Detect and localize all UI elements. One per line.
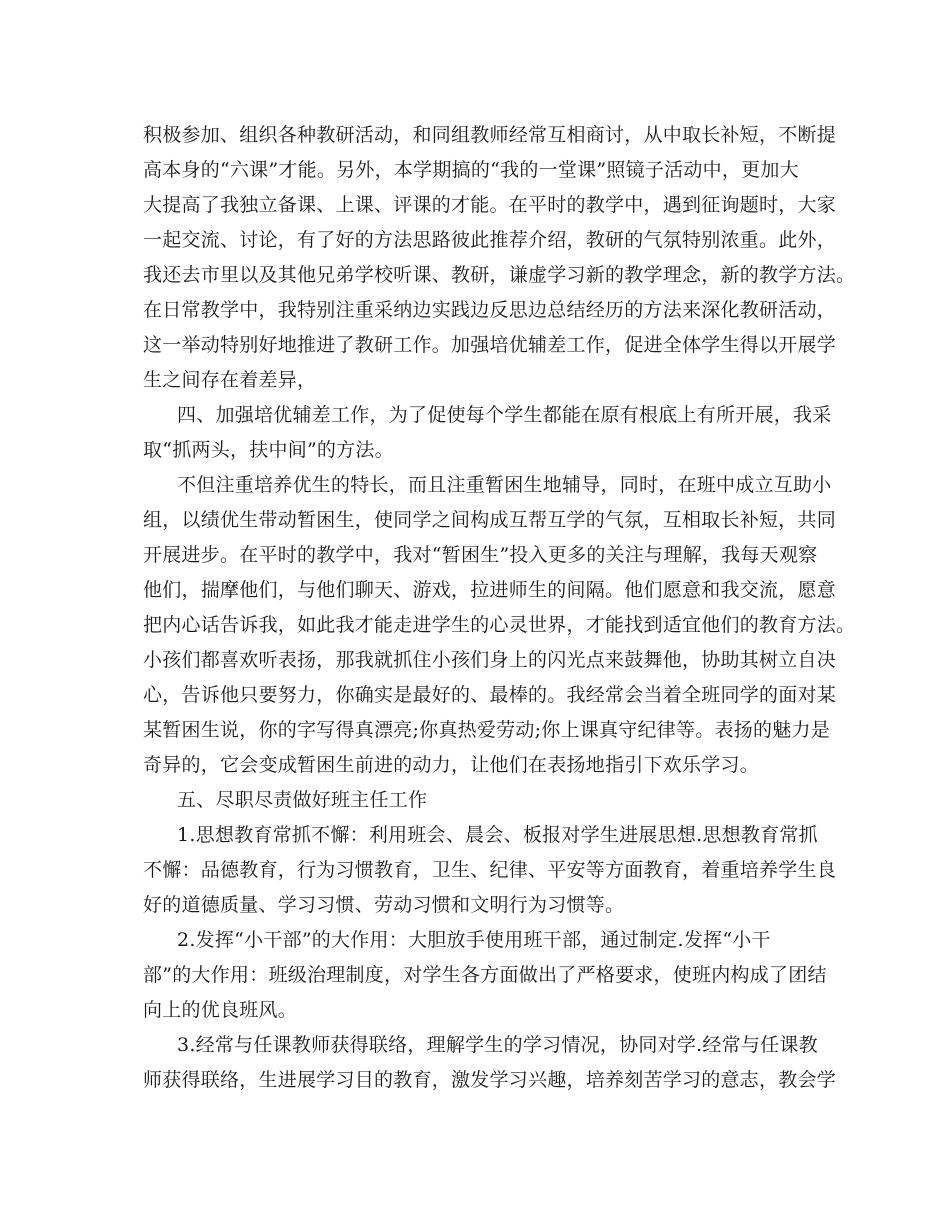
paragraph-start-line: 3.经常与任课教师获得联络，理解学生的学习情况，协同对学.经常与任课教 bbox=[177, 1034, 818, 1056]
text-line: 生之间存在着差异， bbox=[143, 369, 317, 391]
paragraph-start-line: 2.发挥“小干部”的大作用：大胆放手使用班干部，通过制定.发挥“小干 bbox=[177, 929, 771, 951]
text-line: 一起交流、讨论，有了好的方法思路彼此推荐介绍，教研的气氛特别浓重。此外， bbox=[143, 229, 837, 251]
text-line: 奇异的，它会变成暂困生前进的动力，让他们在表扬地指引下欢乐学习。 bbox=[143, 754, 760, 776]
text-line: 向上的优良班风。 bbox=[143, 999, 298, 1021]
text-line: 小孩们都喜欢听表扬，那我就抓住小孩们身上的闪光点来鼓舞他，协助其树立自决 bbox=[143, 649, 837, 671]
text-line: 心，告诉他只要努力，你确实是最好的、最棒的。我经常会当着全班同学的面对某 bbox=[143, 684, 837, 706]
section-heading: 五、尽职尽责做好班主任工作 bbox=[177, 789, 428, 811]
text-line: 某暂困生说，你的字写得真漂亮;你真热爱劳动;你上课真守纪律等。表扬的魅力是 bbox=[143, 719, 831, 741]
text-line: 部”的大作用：班级治理制度，对学生各方面做出了严格要求，使班内构成了团结 bbox=[143, 964, 827, 986]
text-line: 在日常教学中，我特别注重采纳边实践边反思边总结经历的方法来深化教研活动， bbox=[143, 299, 837, 321]
text-line: 积极参加、组织各种教研活动，和同组教师经常互相商讨，从中取长补短，不断提 bbox=[143, 124, 837, 146]
text-line: 不懈：品德教育，行为习惯教育，卫生、纪律、平安等方面教育，着重培养学生良 bbox=[143, 859, 837, 881]
text-line: 把内心话告诉我，如此我才能走进学生的心灵世界，才能找到适宜他们的教育方法。 bbox=[143, 614, 856, 636]
paragraph-start-line: 不但注重培养优生的特长，而且注重暂困生地辅导，同时，在班中成立互助小 bbox=[177, 474, 832, 496]
text-line: 组，以绩优生带动暂困生，使同学之间构成互帮互学的气氛，互相取长补短，共同 bbox=[143, 509, 837, 531]
text-line: 我还去市里以及其他兄弟学校听课、教研，谦虚学习新的教学理念，新的教学方法。 bbox=[143, 264, 856, 286]
text-line: 这一举动特别好地推进了教研工作。加强培优辅差工作，促进全体学生得以开展学 bbox=[143, 334, 837, 356]
text-line: 好的道德质量、学习习惯、劳动习惯和文明行为习惯等。 bbox=[143, 894, 625, 916]
paragraph-start-line: 四、加强培优辅差工作，为了促使每个学生都能在原有根底上有所开展，我采 bbox=[177, 404, 832, 426]
text-line: 高本身的“六课”才能。另外，本学期搞的“我的一堂课”照镜子活动中，更加大 bbox=[143, 159, 799, 181]
paragraph-start-line: 1.思想教育常抓不懈：利用班会、晨会、板报对学生进展思想.思想教育常抓 bbox=[177, 824, 818, 846]
text-line: 开展进步。在平时的教学中，我对“暂困生”投入更多的关注与理解，我每天观察 bbox=[143, 544, 818, 566]
text-line: 大提高了我独立备课、上课、评课的才能。在平时的教学中，遇到征询题时，大家 bbox=[143, 194, 837, 216]
text-line: 师获得联络，生进展学习目的教育，激发学习兴趣，培养刻苦学习的意志，教会学 bbox=[143, 1069, 837, 1091]
document-body bbox=[143, 118, 856, 1098]
text-line: 他们，揣摩他们，与他们聊天、游戏，拉进师生的间隔。他们愿意和我交流，愿意 bbox=[143, 579, 837, 601]
text-line: 取“抓两头，扶中间”的方法。 bbox=[143, 439, 394, 461]
